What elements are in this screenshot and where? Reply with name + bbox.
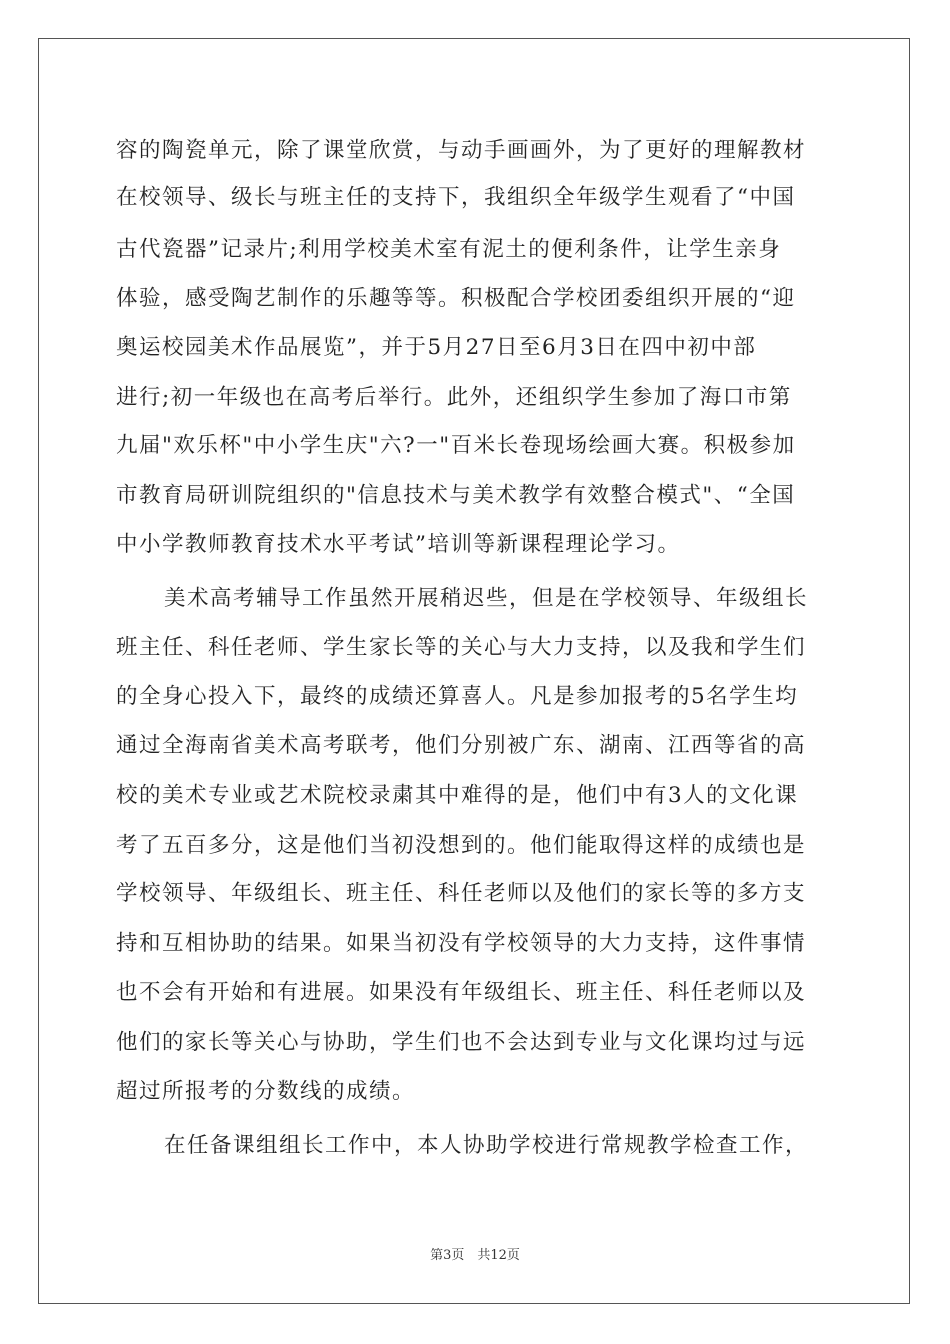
paragraph-2-line: 他们的家长等关心与协助，学生们也不会达到专业与文化课均过与远 bbox=[116, 1030, 807, 1055]
paragraph-2-line: 班主任、科任老师、学生家长等的关心与大力支持，以及我和学生们 bbox=[116, 635, 807, 660]
paragraph-1-line: 奥运校园美术作品展览”，并于5月27日至6月3日在四中初中部 bbox=[116, 335, 757, 360]
paragraph-1-line: 市教育局研训院组织的"信息技术与美术教学有效整合模式"、“全国 bbox=[116, 483, 796, 508]
page-border bbox=[38, 38, 910, 1304]
page-number-footer bbox=[0, 1244, 950, 1263]
paragraph-1-line: 进行;初一年级也在高考后举行。此外，还组织学生参加了海口市第 bbox=[116, 385, 792, 410]
paragraph-2-line: 美术高考辅导工作虽然开展稍迟些，但是在学校领导、年级组长 bbox=[164, 586, 809, 611]
paragraph-1-line: 体验，感受陶艺制作的乐趣等等。积极配合学校团委组织开展的“迎 bbox=[116, 286, 796, 311]
paragraph-2-line: 通过全海南省美术高考联考，他们分别被广东、湖南、江西等省的高 bbox=[116, 733, 807, 758]
paragraph-2-line: 校的美术专业或艺术院校录粛其中难得的是，他们中有3人的文化课 bbox=[116, 783, 799, 808]
page-number-label: 第3页 共12页 bbox=[430, 1248, 520, 1263]
paragraph-1-line: 中小学教师教育技术水平考试”培训等新课程理论学习。 bbox=[116, 532, 681, 557]
paragraph-1-line: 古代瓷器”记录片;利用学校美术室有泥土的便利条件，让学生亲身 bbox=[116, 237, 782, 262]
paragraph-1-line: 容的陶瓷单元，除了课堂欣赏，与动手画画外，为了更好的理解教材 bbox=[116, 138, 807, 163]
paragraph-1-line: 九届"欢乐杯"中小学生庆"六?一"百米长卷现场绘画大赛。积极参加 bbox=[116, 433, 796, 458]
paragraph-2-line: 考了五百多分，这是他们当初没想到的。他们能取得这样的成绩也是 bbox=[116, 833, 807, 858]
paragraph-2-line: 也不会有开始和有进展。如果没有年级组长、班主任、科任老师以及 bbox=[116, 980, 807, 1005]
paragraph-2-line: 超过所报考的分数线的成绩。 bbox=[116, 1079, 416, 1104]
paragraph-1-line: 在校领导、级长与班主任的支持下，我组织全年级学生观看了“中国 bbox=[116, 185, 796, 210]
paragraph-2-line: 持和互相协助的结果。如果当初没有学校领导的大力支持，这件事情 bbox=[116, 931, 807, 956]
paragraph-2-line: 学校领导、年级组长、班主任、科任老师以及他们的家长等的多方支 bbox=[116, 881, 807, 906]
paragraph-2-line: 的全身心投入下，最终的成绩还算喜人。凡是参加报考的5名学生均 bbox=[116, 684, 799, 709]
paragraph-3-line: 在任备课组组长工作中，本人协助学校进行常规教学检查工作， bbox=[164, 1133, 809, 1158]
